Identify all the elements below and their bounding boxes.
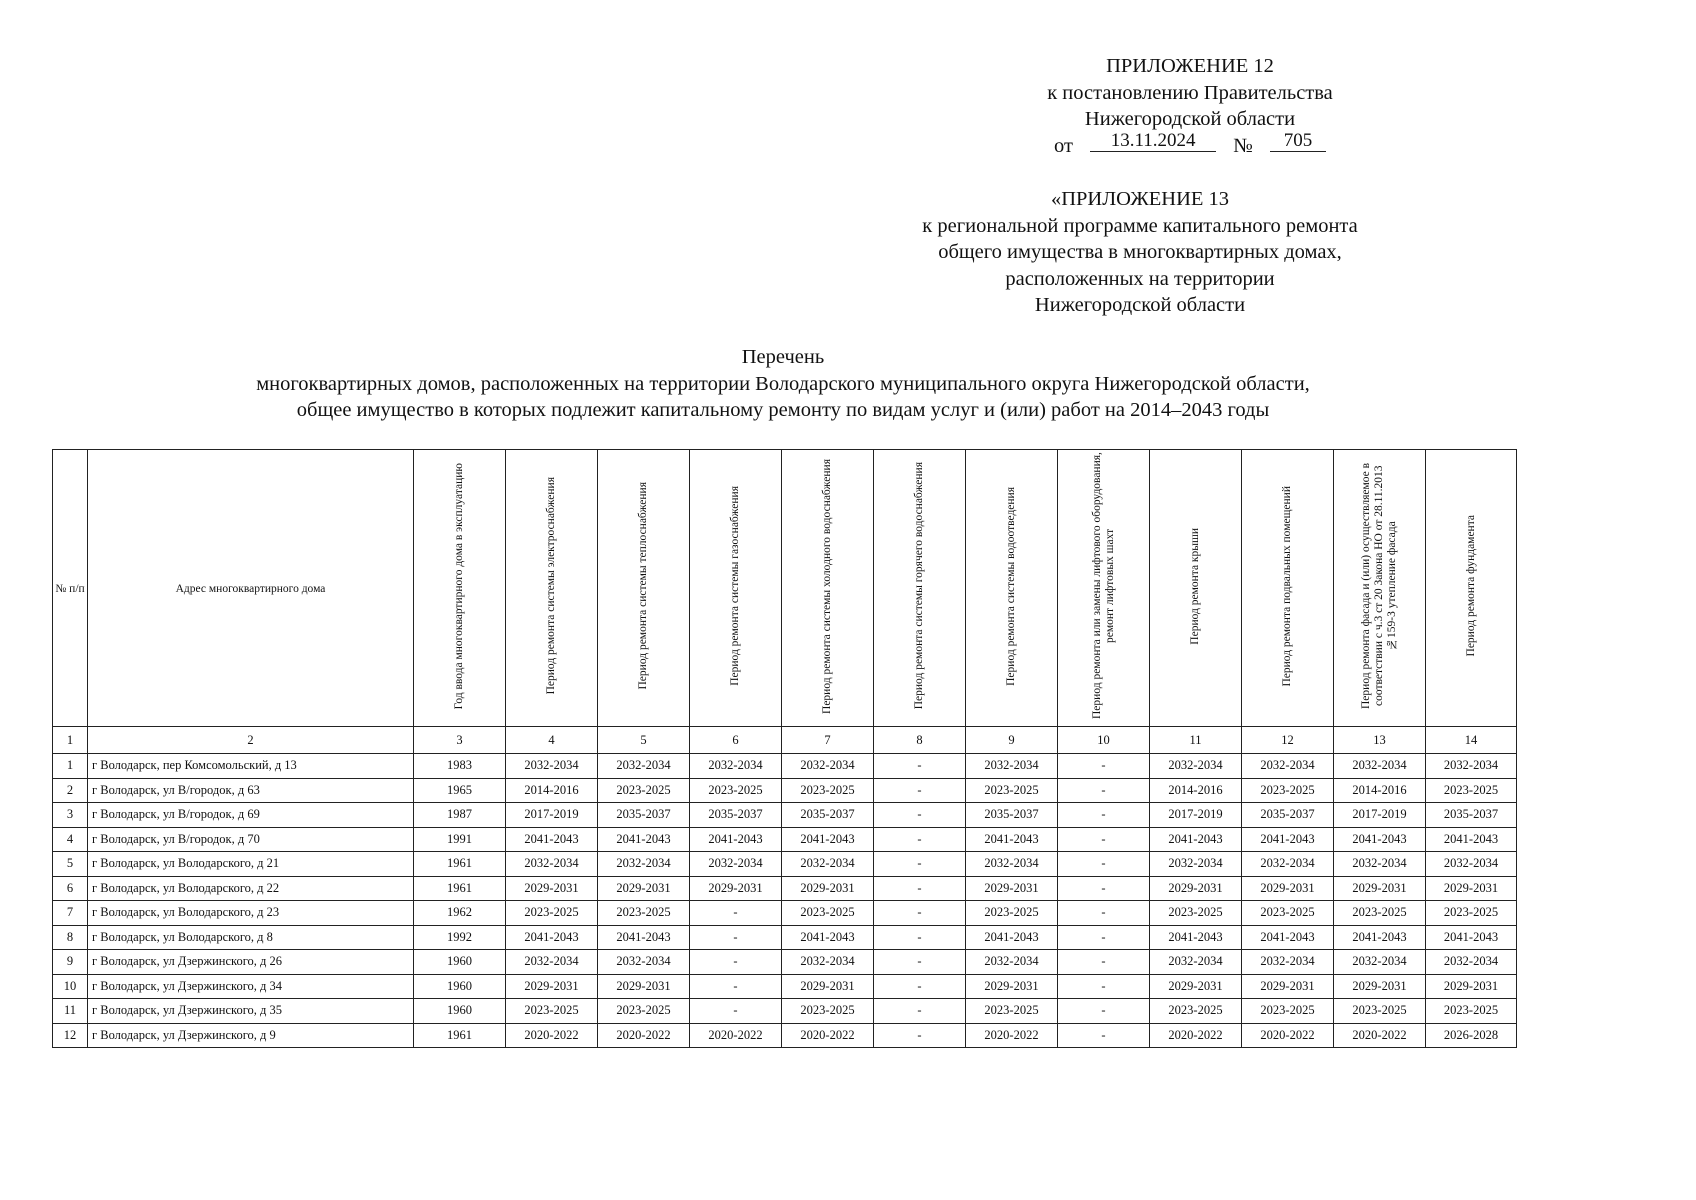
basement-cell: 2023-2025 [1242,999,1334,1024]
column-number: 2 [88,727,414,754]
facade-cell: 2041-2043 [1334,925,1426,950]
from-label: от [1054,134,1073,157]
row-number-cell: 2 [53,778,88,803]
roof-cell: 2014-2016 [1150,778,1242,803]
facade-cell: 2023-2025 [1334,999,1426,1024]
heating-cell: 2020-2022 [598,1023,690,1048]
number-label: № [1233,134,1253,157]
basement-cell: 2029-2031 [1242,876,1334,901]
resolution-number: 705 [1270,130,1326,152]
cold-water-cell: 2029-2031 [782,974,874,999]
facade-cell: 2017-2019 [1334,803,1426,828]
foundation-cell: 2029-2031 [1426,876,1517,901]
drainage-cell: 2032-2034 [966,950,1058,975]
appendix-title: ПРИЛОЖЕНИЕ 12 [1106,55,1274,77]
facade-cell: 2029-2031 [1334,876,1426,901]
resolution-date: 13.11.2024 [1090,130,1216,152]
facade-cell: 2032-2034 [1334,950,1426,975]
appendix-date-row [960,129,1420,160]
header-facade: Период ремонта фасада и (или) осуществляемое в соответствии с ч.3 ст 20 Закона НО от 28.11.2013 №159-З утепление фасада [1334,450,1426,727]
facade-cell: 2023-2025 [1334,901,1426,926]
foundation-cell: 2029-2031 [1426,974,1517,999]
hot-water-cell: - [874,999,966,1024]
drainage-cell: 2023-2025 [966,999,1058,1024]
foundation-cell: 2041-2043 [1426,827,1517,852]
gas-cell: - [690,950,782,975]
roof-cell: 2020-2022 [1150,1023,1242,1048]
column-number-row [53,727,1517,754]
electric-cell: 2020-2022 [506,1023,598,1048]
heating-cell: 2035-2037 [598,803,690,828]
facade-cell: 2029-2031 [1334,974,1426,999]
hot-water-cell: - [874,827,966,852]
basement-cell: 2029-2031 [1242,974,1334,999]
hot-water-cell: - [874,778,966,803]
gas-cell: - [690,901,782,926]
document-title-line-2: многоквартирных домов, расположенных на территории Володарского муниципального округа Нижегородской области, [256,372,1310,395]
foundation-cell: 2032-2034 [1426,852,1517,877]
row-number-cell: 9 [53,950,88,975]
cold-water-cell: 2032-2034 [782,754,874,779]
table-body [53,754,1517,1048]
roof-cell: 2017-2019 [1150,803,1242,828]
gas-cell: 2035-2037 [690,803,782,828]
address-cell: г Володарск, ул Володарского, д 23 [88,901,414,926]
basement-cell: 2032-2034 [1242,754,1334,779]
heating-cell: 2032-2034 [598,950,690,975]
address-cell: г Володарск, ул В/городок, д 70 [88,827,414,852]
appendix2-header [890,186,1390,319]
header-hot-water: Период ремонта системы горячего водоснабжения [874,450,966,727]
table-row [53,901,1517,926]
year-cell: 1992 [414,925,506,950]
foundation-cell: 2023-2025 [1426,901,1517,926]
electric-cell: 2032-2034 [506,852,598,877]
hot-water-cell: - [874,925,966,950]
gas-cell: 2032-2034 [690,754,782,779]
electric-cell: 2023-2025 [506,901,598,926]
header-cold-water: Период ремонта системы холодного водоснабжения [782,450,874,727]
elevator-cell: - [1058,950,1150,975]
heating-cell: 2041-2043 [598,925,690,950]
electric-cell: 2032-2034 [506,754,598,779]
year-cell: 1987 [414,803,506,828]
appendix2-line-5: Нижегородской области [1034,294,1246,316]
roof-cell: 2029-2031 [1150,876,1242,901]
row-number-cell: 7 [53,901,88,926]
basement-cell: 2023-2025 [1242,778,1334,803]
year-cell: 1962 [414,901,506,926]
drainage-cell: 2023-2025 [966,778,1058,803]
heating-cell: 2041-2043 [598,827,690,852]
roof-cell: 2023-2025 [1150,901,1242,926]
facade-cell: 2032-2034 [1334,754,1426,779]
electric-cell: 2041-2043 [506,925,598,950]
header-elevator: Период ремонта или замены лифтового оборудования, ремонт лифтовых шахт [1058,450,1150,727]
facade-cell: 2014-2016 [1334,778,1426,803]
row-number-cell: 12 [53,1023,88,1048]
row-number-cell: 11 [53,999,88,1024]
address-cell: г Володарск, ул Володарского, д 8 [88,925,414,950]
gas-cell: 2020-2022 [690,1023,782,1048]
roof-cell: 2032-2034 [1150,950,1242,975]
header-heating: Период ремонта системы теплоснабжения [598,450,690,727]
foundation-cell: 2032-2034 [1426,754,1517,779]
gas-cell: - [690,925,782,950]
table-row [53,974,1517,999]
elevator-cell: - [1058,974,1150,999]
elevator-cell: - [1058,1023,1150,1048]
basement-cell: 2041-2043 [1242,827,1334,852]
row-number-cell: 8 [53,925,88,950]
drainage-cell: 2023-2025 [966,901,1058,926]
elevator-cell: - [1058,999,1150,1024]
elevator-cell: - [1058,778,1150,803]
gas-cell: - [690,974,782,999]
facade-cell: 2020-2022 [1334,1023,1426,1048]
hot-water-cell: - [874,950,966,975]
foundation-cell: 2041-2043 [1426,925,1517,950]
repair-schedule-table [52,449,1517,1048]
drainage-cell: 2032-2034 [966,754,1058,779]
row-number-cell: 10 [53,974,88,999]
heating-cell: 2029-2031 [598,876,690,901]
drainage-cell: 2020-2022 [966,1023,1058,1048]
header-electric: Период ремонта системы электроснабжения [506,450,598,727]
year-cell: 1991 [414,827,506,852]
appendix-line-2: к постановлению Правительства [1047,81,1333,104]
column-number: 5 [598,727,690,754]
foundation-cell: 2026-2028 [1426,1023,1517,1048]
row-number-cell: 1 [53,754,88,779]
column-number: 14 [1426,727,1517,754]
elevator-cell: - [1058,803,1150,828]
table-row [53,1023,1517,1048]
hot-water-cell: - [874,901,966,926]
row-number-cell: 6 [53,876,88,901]
hot-water-cell: - [874,852,966,877]
column-number: 11 [1150,727,1242,754]
column-number: 4 [506,727,598,754]
elevator-cell: - [1058,827,1150,852]
drainage-cell: 2029-2031 [966,974,1058,999]
header-year: Год ввода многоквартирного дома в эксплуатацию [414,450,506,727]
heating-cell: 2032-2034 [598,754,690,779]
document-title-line-3: общее имущество в которых подлежит капитальному ремонту по видам услуг и (или) работ на 2014–2043 годы [296,399,1270,421]
table-row [53,950,1517,975]
year-cell: 1983 [414,754,506,779]
cold-water-cell: 2041-2043 [782,925,874,950]
column-number: 13 [1334,727,1426,754]
column-number: 6 [690,727,782,754]
elevator-cell: - [1058,852,1150,877]
drainage-cell: 2035-2037 [966,803,1058,828]
year-cell: 1961 [414,852,506,877]
header-gas: Период ремонта системы газоснабжения [690,450,782,727]
electric-cell: 2014-2016 [506,778,598,803]
cold-water-cell: 2029-2031 [782,876,874,901]
year-cell: 1961 [414,876,506,901]
row-number-cell: 3 [53,803,88,828]
basement-cell: 2020-2022 [1242,1023,1334,1048]
elevator-cell: - [1058,754,1150,779]
appendix2-line-2: к региональной программе капитального ремонта [922,214,1358,237]
table-row [53,876,1517,901]
gas-cell: 2029-2031 [690,876,782,901]
appendix-header [960,53,1420,159]
address-cell: г Володарск, ул Володарского, д 21 [88,852,414,877]
roof-cell: 2032-2034 [1150,852,1242,877]
foundation-cell: 2023-2025 [1426,999,1517,1024]
electric-cell: 2032-2034 [506,950,598,975]
address-cell: г Володарск, ул Дзержинского, д 34 [88,974,414,999]
roof-cell: 2029-2031 [1150,974,1242,999]
heating-cell: 2023-2025 [598,999,690,1024]
drainage-cell: 2029-2031 [966,876,1058,901]
roof-cell: 2041-2043 [1150,827,1242,852]
column-number: 9 [966,727,1058,754]
column-number: 10 [1058,727,1150,754]
hot-water-cell: - [874,974,966,999]
table-row [53,999,1517,1024]
appendix2-title: «ПРИЛОЖЕНИЕ 13 [1050,188,1230,210]
column-number: 12 [1242,727,1334,754]
header-number: № п/п [53,450,88,727]
basement-cell: 2041-2043 [1242,925,1334,950]
year-cell: 1961 [414,1023,506,1048]
column-number: 8 [874,727,966,754]
gas-cell: - [690,999,782,1024]
basement-cell: 2023-2025 [1242,901,1334,926]
cold-water-cell: 2023-2025 [782,901,874,926]
facade-cell: 2041-2043 [1334,827,1426,852]
address-cell: г Володарск, ул В/городок, д 63 [88,778,414,803]
electric-cell: 2029-2031 [506,974,598,999]
electric-cell: 2029-2031 [506,876,598,901]
column-number: 3 [414,727,506,754]
header-drainage: Период ремонта системы водоотведения [966,450,1058,727]
gas-cell: 2041-2043 [690,827,782,852]
drainage-cell: 2041-2043 [966,827,1058,852]
table-row [53,778,1517,803]
roof-cell: 2023-2025 [1150,999,1242,1024]
appendix2-line-3: общего имущества в многоквартирных домах, [938,241,1342,263]
table-row [53,827,1517,852]
column-number: 7 [782,727,874,754]
facade-cell: 2032-2034 [1334,852,1426,877]
electric-cell: 2041-2043 [506,827,598,852]
heating-cell: 2023-2025 [598,778,690,803]
heating-cell: 2032-2034 [598,852,690,877]
address-cell: г Володарск, ул Володарского, д 22 [88,876,414,901]
gas-cell: 2032-2034 [690,852,782,877]
elevator-cell: - [1058,876,1150,901]
header-address: Адрес многоквартирного дома [88,450,414,727]
row-number-cell: 5 [53,852,88,877]
year-cell: 1960 [414,999,506,1024]
column-number: 1 [53,727,88,754]
hot-water-cell: - [874,803,966,828]
header-foundation: Период ремонта фундамента [1426,450,1517,727]
appendix2-line-4: расположенных на территории [1005,267,1275,290]
table-header-row [53,450,1517,727]
table-row [53,803,1517,828]
address-cell: г Володарск, ул Дзержинского, д 9 [88,1023,414,1048]
year-cell: 1960 [414,974,506,999]
table-row [53,754,1517,779]
foundation-cell: 2032-2034 [1426,950,1517,975]
roof-cell: 2032-2034 [1150,754,1242,779]
basement-cell: 2032-2034 [1242,950,1334,975]
header-basement: Период ремонта подвальных помещений [1242,450,1334,727]
hot-water-cell: - [874,754,966,779]
electric-cell: 2023-2025 [506,999,598,1024]
cold-water-cell: 2041-2043 [782,827,874,852]
document-title [0,344,1566,424]
address-cell: г Володарск, пер Комсомольский, д 13 [88,754,414,779]
elevator-cell: - [1058,925,1150,950]
gas-cell: 2023-2025 [690,778,782,803]
table-row [53,852,1517,877]
basement-cell: 2032-2034 [1242,852,1334,877]
drainage-cell: 2032-2034 [966,852,1058,877]
roof-cell: 2041-2043 [1150,925,1242,950]
year-cell: 1960 [414,950,506,975]
document-title-line-1: Перечень [741,346,825,368]
cold-water-cell: 2023-2025 [782,999,874,1024]
cold-water-cell: 2035-2037 [782,803,874,828]
appendix-line-3: Нижегородской области [1084,108,1296,130]
hot-water-cell: - [874,876,966,901]
elevator-cell: - [1058,901,1150,926]
cold-water-cell: 2032-2034 [782,852,874,877]
year-cell: 1965 [414,778,506,803]
cold-water-cell: 2032-2034 [782,950,874,975]
address-cell: г Володарск, ул В/городок, д 69 [88,803,414,828]
header-roof: Период ремонта крыши [1150,450,1242,727]
heating-cell: 2023-2025 [598,901,690,926]
cold-water-cell: 2020-2022 [782,1023,874,1048]
foundation-cell: 2035-2037 [1426,803,1517,828]
table-row [53,925,1517,950]
basement-cell: 2035-2037 [1242,803,1334,828]
address-cell: г Володарск, ул Дзержинского, д 35 [88,999,414,1024]
hot-water-cell: - [874,1023,966,1048]
address-cell: г Володарск, ул Дзержинского, д 26 [88,950,414,975]
cold-water-cell: 2023-2025 [782,778,874,803]
row-number-cell: 4 [53,827,88,852]
foundation-cell: 2023-2025 [1426,778,1517,803]
drainage-cell: 2041-2043 [966,925,1058,950]
heating-cell: 2029-2031 [598,974,690,999]
electric-cell: 2017-2019 [506,803,598,828]
